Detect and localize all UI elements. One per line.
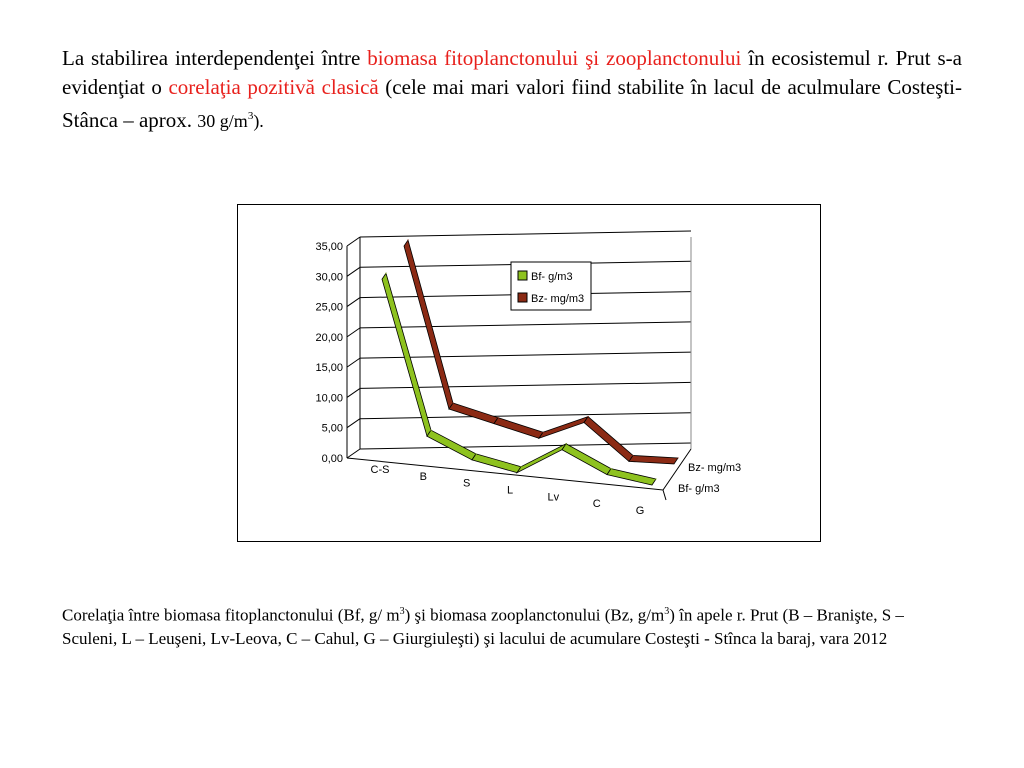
- series-segment-bf: [427, 430, 476, 460]
- data-point-bz: [632, 455, 633, 456]
- y-tick-label: 30,00: [315, 271, 343, 284]
- legend-label-bf: Bf- g/m3: [531, 271, 573, 283]
- intro-value-sup: 3: [247, 110, 254, 122]
- caption-text-3: ) în apele r. Prut (B – Branişte, S – Sculeni, L – Leuşeni, Lv-Leova, C – Cahul, G – Giurgiuleşti) şi lacului de acumulare Costeşti - Stînca la baraj, vara 2012: [62, 605, 904, 648]
- data-point-bf: [610, 468, 611, 469]
- series-segment-bz: [494, 418, 543, 439]
- data-point-bf: [655, 478, 656, 479]
- gridline-side: [347, 267, 360, 276]
- depth-label: Bf- g/m3: [678, 483, 720, 495]
- series-segment-bf: [472, 454, 521, 473]
- data-point-bz: [542, 432, 543, 433]
- y-tick-label: 0,00: [321, 453, 343, 465]
- intro-text-3: (cele mai mari valori fiind stabilite în lacul de aculmulare Costeşti-Stânca – aprox.: [62, 75, 962, 132]
- figure-caption: [62, 600, 962, 650]
- biomass-3d-line-chart: [238, 205, 820, 541]
- gridline: [360, 382, 691, 388]
- gridline-side: [347, 358, 360, 367]
- gridline-side: [347, 237, 360, 246]
- series-segment-bz: [449, 403, 498, 424]
- x-tick-label: S: [462, 477, 471, 490]
- series-segment-bf: [562, 444, 611, 475]
- data-point-bf: [430, 430, 431, 431]
- intro-paragraph: [62, 44, 962, 136]
- caption-text-1: Corelaţia între biomasa fitoplanctonului (Bf, g/ m: [62, 605, 400, 625]
- y-tick-label: 20,00: [315, 331, 343, 344]
- series-segment-bz: [584, 417, 633, 462]
- gridline-side: [347, 449, 360, 458]
- gridline: [360, 443, 691, 449]
- caption-sup-1: 3: [399, 606, 405, 617]
- x-tick-label: G: [635, 505, 645, 517]
- series-segment-bz: [539, 417, 588, 439]
- legend: [511, 262, 591, 310]
- caption-sup-2: 3: [664, 606, 670, 617]
- gridline-side: [347, 419, 360, 428]
- series-segment-bf: [517, 444, 566, 473]
- gridline-side: [347, 298, 360, 307]
- depth-label: Bz- mg/m3: [688, 462, 742, 474]
- chart-frame: [237, 204, 821, 542]
- gridline: [360, 231, 691, 237]
- data-point-bf: [385, 273, 386, 274]
- caption-text-2: ) şi biomasa zooplanctonului (Bz, g/m: [404, 605, 665, 625]
- data-point-bz: [407, 239, 408, 240]
- gridline-side: [347, 388, 360, 397]
- y-tick-label: 15,00: [315, 362, 343, 375]
- data-point-bf: [475, 453, 476, 454]
- gridline: [360, 413, 691, 419]
- y-tick-label: 10,00: [315, 392, 343, 405]
- x-tick-label: B: [419, 470, 428, 483]
- intro-text-1: La stabilirea interdependenţei între: [62, 46, 368, 70]
- floor-depth-edge: [663, 490, 666, 500]
- data-point-bf: [565, 443, 566, 444]
- data-point-bz: [587, 416, 588, 417]
- intro-text-2: în ecosistemul r. Prut s-a evidenţiat o: [62, 46, 962, 99]
- legend-label-bz: Bz- mg/m3: [531, 293, 585, 305]
- x-tick-label: C-S: [370, 464, 390, 476]
- x-tick-label: L: [506, 484, 514, 497]
- x-tick-label: Lv: [547, 491, 560, 504]
- y-tick-label: 25,00: [315, 301, 343, 314]
- legend-swatch-bf: [518, 271, 527, 280]
- intro-value: 30 g/m: [197, 111, 248, 131]
- data-point-bf: [520, 466, 521, 467]
- y-tick-label: 35,00: [315, 241, 343, 253]
- gridline-side: [347, 328, 360, 337]
- data-point-bz: [497, 417, 498, 418]
- gridline: [360, 322, 691, 328]
- x-tick-label: C: [592, 498, 601, 511]
- data-point-bz: [677, 457, 678, 458]
- intro-highlight-biomass: biomasa fitoplanctonului şi zooplanctonului: [367, 46, 742, 70]
- intro-close: ).: [253, 111, 264, 131]
- series-segment-bf: [607, 469, 656, 485]
- intro-highlight-correlation: corelaţia pozitivă clasică: [168, 75, 379, 99]
- legend-swatch-bz: [518, 293, 527, 302]
- data-point-bz: [452, 402, 453, 403]
- series-segment-bz: [629, 455, 678, 464]
- y-tick-label: 5,00: [321, 422, 343, 435]
